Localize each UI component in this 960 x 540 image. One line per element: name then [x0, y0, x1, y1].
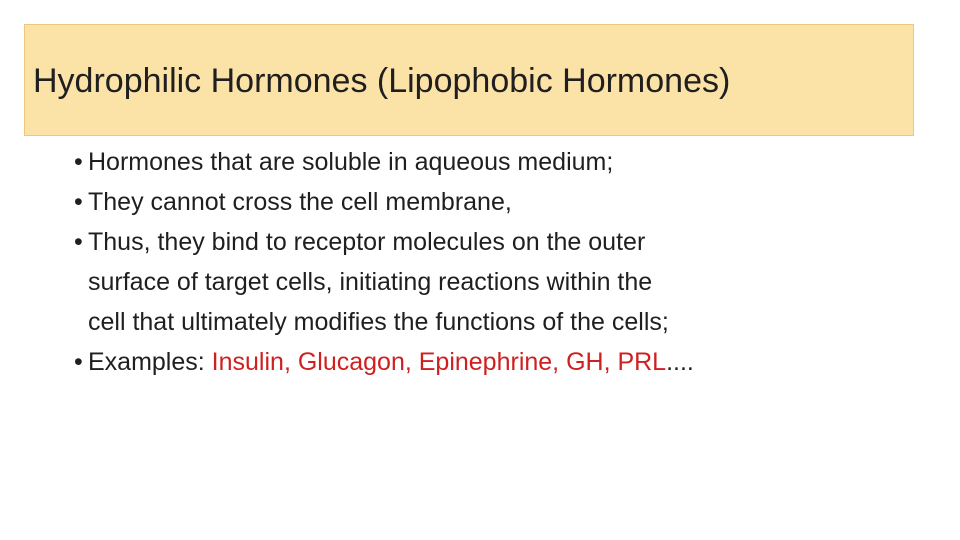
- bullet-dot: •: [74, 148, 83, 176]
- slide-title: Hydrophilic Hormones (Lipophobic Hormones): [33, 62, 731, 100]
- ellipsis: ....: [666, 348, 694, 376]
- bullet-text-line: Thus, they bind to receptor molecules on the outer: [88, 228, 646, 256]
- title-box: [24, 24, 914, 136]
- bullet-text: Hormones that are soluble in aqueous medium;: [88, 148, 614, 176]
- bullet-item: [74, 142, 914, 182]
- bullet-item: [74, 342, 914, 382]
- bullet-dot: •: [74, 188, 83, 216]
- bullet-list: [74, 142, 914, 382]
- examples-label: Examples:: [88, 348, 212, 376]
- bullet-dot: •: [74, 348, 83, 376]
- bullet-item: [74, 222, 914, 342]
- hormone-examples: Insulin, Glucagon, Epinephrine, GH, PRL: [211, 348, 667, 376]
- bullet-text: They cannot cross the cell membrane,: [88, 188, 512, 216]
- bullet-item: [74, 182, 914, 222]
- bullet-text-line: surface of target cells, initiating reactions within the: [88, 268, 653, 296]
- bullet-text-line: cell that ultimately modifies the functions of the cells;: [88, 308, 669, 336]
- bullet-dot: •: [74, 228, 83, 256]
